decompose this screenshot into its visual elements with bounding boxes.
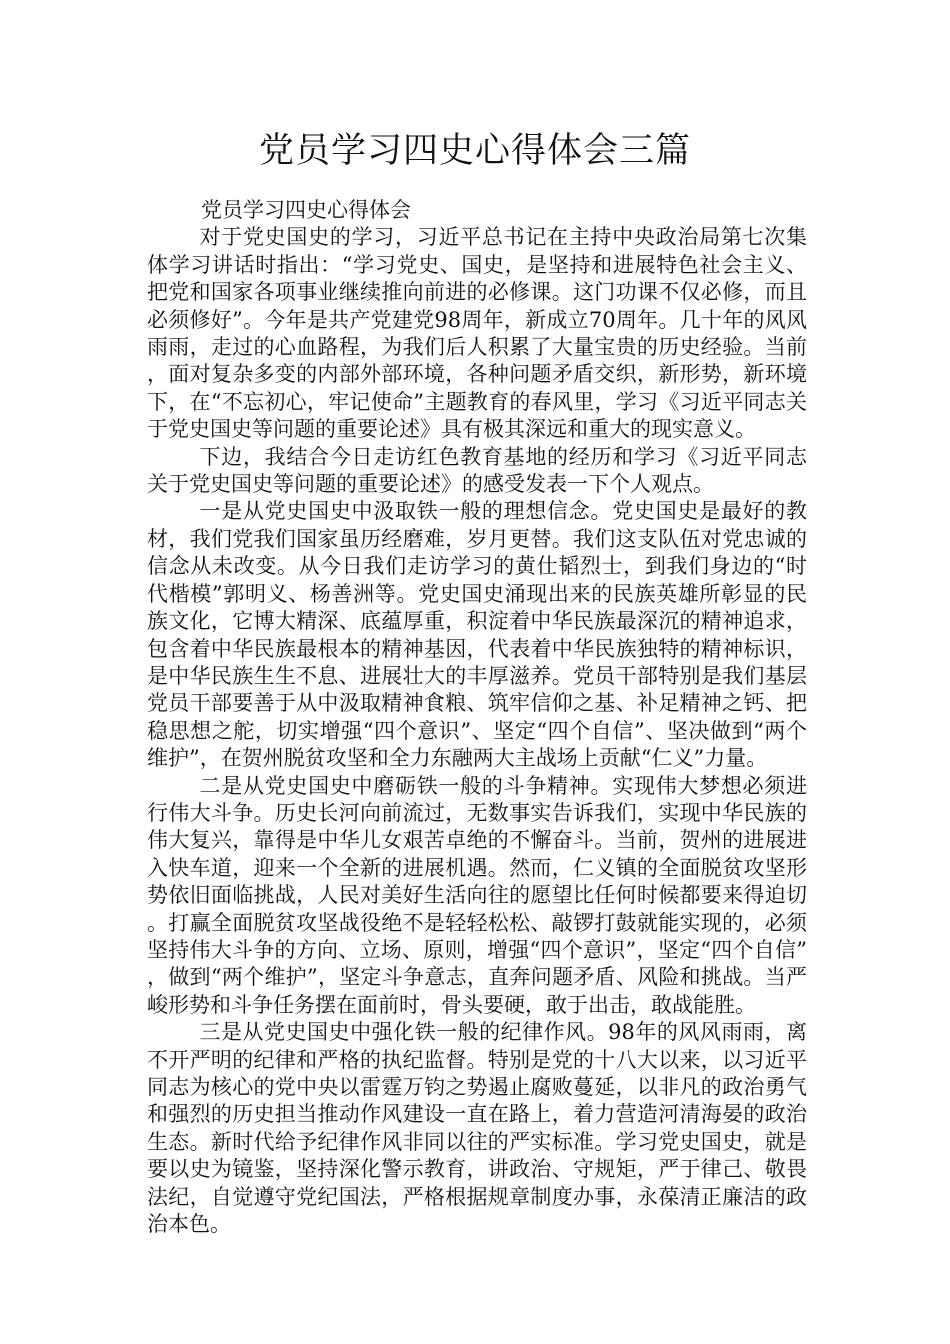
paragraph-transition: 下边，我结合今日走访红色教育基地的经历和学习《习近平同志关于党史国史等问题的重要论述》的感受发表一下个人观点。 — [147, 444, 807, 497]
paragraph-point-two: 二是从党史国史中磨砺铁一般的斗争精神。实现伟大梦想必须进行伟大斗争。历史长河向前流过，无数事实告诉我们，实现中华民族的伟大复兴，靠得是中华儿女艰苦卓绝的不懈奋斗。当前，贺州的进展进入快车道，迎来一个全新的进展机遇。然而，仁义镇的全面脱贫攻坚形势依旧面临挑战，人民对美好生活向往的愿望比任何时候都要来得迫切。打赢全面脱贫攻坚战役绝不是轻轻松松、敲锣打鼓就能实现的，必须坚持伟大斗争的方向、立场、原则，增强“四个意识”，坚定“四个自信”，做到“两个维护”，坚定斗争意志，直奔问题矛盾、风险和挑战。当严峻形势和斗争任务摆在面前时，骨头要硬，敢于出击，敢战能胜。 — [147, 773, 807, 1017]
document-body — [147, 197, 807, 1238]
document-title: 党员学习四史心得体会三篇 — [258, 131, 691, 171]
paragraph-point-three: 三是从党史国史中强化铁一般的纪律作风。98年的风风雨雨，离不开严明的纪律和严格的执纪监督。特别是党的十八大以来，以习近平同志为核心的党中央以雷霆万钧之势遏止腐败蔓延，以非凡的政治勇气和强烈的历史担当推动作风建设一直在路上，着力营造河清海晏的政治生态。新时代给予纪律作风非同以往的严实标准。学习党史国史，就是要以史为镜鉴，坚持深化警示教育，讲政治、守规矩，严于律己、敬畏法纪，自觉遵守党纪国法，严格根据规章制度办事，永葆清正廉洁的政治本色。 — [147, 1020, 807, 1237]
paragraph-point-one: 一是从党史国史中汲取铁一般的理想信念。党史国史是最好的教材，我们党我们国家虽历经磨难，岁月更替。我们这支队伍对党忠诚的信念从未改变。从今日我们走访学习的黄仕韬烈士，到我们身边的“时代楷模”郭明义、杨善洲等。党史国史涌现出来的民族英雄所彰显的民族文化，它博大精深、底蕴厚重，积淀着中华民族最深沉的精神追求，包含着中华民族最根本的精神基因，代表着中华民族独特的精神标识，是中华民族生生不息、进展壮大的丰厚滋养。党员干部特别是我们基层党员干部要善于从中汲取精神食粮、筑牢信仰之基、补足精神之钙、把稳思想之舵，切实增强“四个意识”、坚定“四个自信”、坚决做到“两个维护”，在贺州脱贫攻坚和全力东融两大主战场上贡献“仁义”力量。 — [147, 499, 807, 771]
document-subtitle: 党员学习四史心得体会 — [201, 198, 411, 222]
paragraph-intro: 对于党史国史的学习，习近平总书记在主持中央政治局第七次集体学习讲话时指出：“学习党史、国史，是坚持和进展特色社会主义、把党和国家各项事业继续推向前进的必修课。这门功课不仅必修，而且必须修好”。今年是共产党建党98周年，新成立70周年。几十年的风风雨雨，走过的心血路程，为我们后人积累了大量宝贵的历史经验。当前，面对复杂多变的内部外部环境，各种问题矛盾交织，新形势，新环境下，在“不忘初心，牢记使命”主题教育的春风里，学习《习近平同志关于党史国史等问题的重要论述》具有极其深远和重大的现实意义。 — [147, 225, 807, 442]
